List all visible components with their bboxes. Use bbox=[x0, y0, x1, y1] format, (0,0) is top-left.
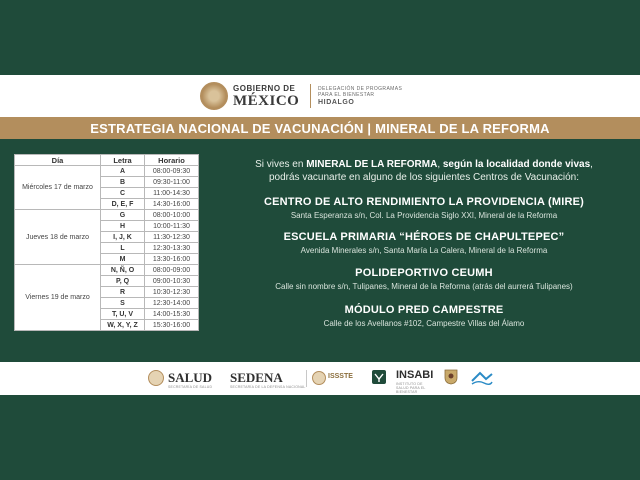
footer-divider bbox=[306, 370, 307, 387]
center-address: Avenida Minerales s/n, Santa María La Calera, Mineral de la Reforma bbox=[300, 246, 548, 255]
deleg-line2: PARA EL BIENESTAR bbox=[318, 92, 375, 98]
letter-cell: S bbox=[101, 298, 145, 309]
delegacion-label bbox=[318, 86, 402, 106]
time-cell: 12:30-13:30 bbox=[145, 243, 199, 254]
center-1 bbox=[218, 196, 630, 220]
time-cell: 08:00-10:00 bbox=[145, 210, 199, 221]
day-cell: Miércoles 17 de marzo bbox=[15, 166, 101, 210]
salud-sub: SECRETARÍA DE SALUD bbox=[168, 385, 213, 389]
day-cell: Jueves 18 de marzo bbox=[15, 210, 101, 265]
issste-seal-icon bbox=[312, 371, 326, 385]
table-header-row bbox=[15, 155, 199, 166]
letter-cell: H bbox=[101, 221, 145, 232]
gobierno-de-label: GOBIERNO DE bbox=[233, 84, 296, 93]
time-cell: 10:00-11:30 bbox=[145, 221, 199, 232]
schedule-table bbox=[14, 154, 198, 331]
center-address: Santa Esperanza s/n, Col. La Providencia Siglo XXI, Mineral de la Reforma bbox=[290, 211, 558, 220]
sedena-sub: SECRETARÍA DE LA DEFENSA NACIONAL bbox=[230, 385, 306, 389]
time-cell: 15:30-16:00 bbox=[145, 320, 199, 331]
intro-part3: , bbox=[590, 159, 593, 170]
center-name: POLIDEPORTIVO CEUMH bbox=[355, 267, 493, 279]
letter-cell: A bbox=[101, 166, 145, 177]
time-cell: 09:30-11:00 bbox=[145, 177, 199, 188]
salud-logo: SALUD bbox=[168, 370, 213, 385]
time-cell: 08:00-09:30 bbox=[145, 166, 199, 177]
page-title: ESTRATEGIA NACIONAL DE VACUNACIÓN | MINERAL DE LA REFORMA bbox=[90, 120, 550, 136]
center-4 bbox=[218, 304, 630, 328]
centers-panel bbox=[218, 154, 630, 328]
center-3 bbox=[218, 267, 630, 291]
col-header-dia: Día bbox=[15, 155, 101, 166]
day-cell: Viernes 19 de marzo bbox=[15, 265, 101, 331]
table-row bbox=[15, 210, 199, 221]
center-address: Calle sin nombre s/n, Tulipanes, Mineral de la Reforma (atrás del aurrerá Tulipanes) bbox=[275, 282, 573, 291]
insabi-logo: INSABI bbox=[396, 369, 434, 381]
time-cell: 14:30-16:00 bbox=[145, 199, 199, 210]
letter-cell: C bbox=[101, 188, 145, 199]
deleg-line3: HIDALGO bbox=[318, 99, 355, 106]
letter-cell: B bbox=[101, 177, 145, 188]
intro-municipio: MINERAL DE LA REFORMA bbox=[306, 159, 438, 170]
time-cell: 08:00-09:00 bbox=[145, 265, 199, 276]
intro-part2: , bbox=[437, 159, 443, 170]
time-cell: 11:00-14:30 bbox=[145, 188, 199, 199]
time-cell: 14:00-15:30 bbox=[145, 309, 199, 320]
time-cell: 10:30-12:30 bbox=[145, 287, 199, 298]
col-header-letra: Letra bbox=[101, 155, 145, 166]
insabi-sub: INSTITUTO DE SALUD PARA EL BIENESTAR bbox=[396, 382, 426, 394]
time-cell: 12:30-14:00 bbox=[145, 298, 199, 309]
letter-cell: R bbox=[101, 287, 145, 298]
title-bar bbox=[0, 117, 640, 139]
table-row bbox=[15, 166, 199, 177]
imss-eagle-icon bbox=[372, 370, 386, 384]
time-cell: 09:00-10:30 bbox=[145, 276, 199, 287]
time-cell: 13:30-16:00 bbox=[145, 254, 199, 265]
intro-line2: podrás vacunarte en alguno de los siguientes Centros de Vacunación: bbox=[268, 172, 580, 183]
center-name: MÓDULO PRED CAMPESTRE bbox=[344, 304, 504, 316]
issste-logo: ISSSTE bbox=[328, 373, 353, 380]
center-address: Calle de los Avellanos #102, Campestre Villas del Álamo bbox=[323, 319, 525, 328]
letter-cell: N, Ñ, O bbox=[101, 265, 145, 276]
col-header-horario: Horario bbox=[145, 155, 199, 166]
vaccination-poster bbox=[0, 75, 640, 395]
table-row bbox=[15, 265, 199, 276]
letter-cell: M bbox=[101, 254, 145, 265]
center-name: ESCUELA PRIMARIA “HÉROES DE CHAPULTEPEC” bbox=[283, 231, 565, 243]
deleg-line1: DELEGACIÓN DE PROGRAMAS bbox=[318, 86, 403, 92]
letter-cell: L bbox=[101, 243, 145, 254]
center-2 bbox=[218, 231, 630, 255]
letter-cell: W, X, Y, Z bbox=[101, 320, 145, 331]
time-cell: 11:30-12:30 bbox=[145, 232, 199, 243]
intro-localidad: según la localidad donde vivas bbox=[442, 159, 591, 170]
letter-cell: T, U, V bbox=[101, 309, 145, 320]
letter-cell: G bbox=[101, 210, 145, 221]
mexico-seal-icon bbox=[200, 82, 228, 110]
letter-cell: P, Q bbox=[101, 276, 145, 287]
letter-cell: I, J, K bbox=[101, 232, 145, 243]
sedena-logo: SEDENA bbox=[230, 370, 283, 385]
intro-part1: Si vives en bbox=[255, 159, 307, 170]
letter-cell: D, E, F bbox=[101, 199, 145, 210]
mexico-label: MÉXICO bbox=[233, 93, 300, 109]
center-name: CENTRO DE ALTO RENDIMIENTO LA PROVIDENCIA (MIRE) bbox=[263, 196, 585, 208]
header bbox=[0, 75, 640, 117]
salud-seal-icon bbox=[148, 370, 164, 386]
header-divider bbox=[310, 84, 311, 108]
wave-logo-icon bbox=[470, 371, 494, 385]
footer-logos bbox=[0, 362, 640, 395]
hidalgo-shield-icon bbox=[444, 369, 458, 385]
intro-text bbox=[218, 158, 630, 184]
